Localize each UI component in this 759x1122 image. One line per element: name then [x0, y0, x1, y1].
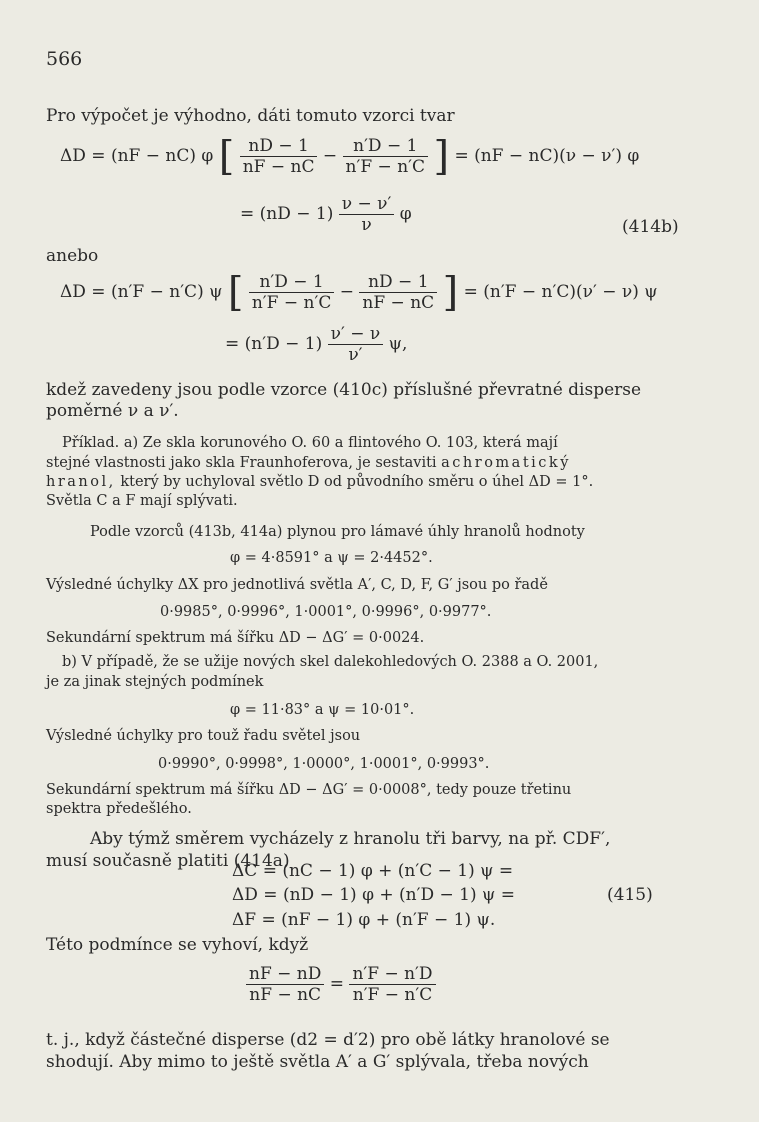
deflections-b: 0·9990°, 0·9998°, 1·0000°, 1·0001°, 0·9993°.: [158, 756, 490, 772]
eq4-lhs: = (n′D − 1): [225, 334, 323, 354]
cond-frac2-numerator: n′F − n′D: [352, 964, 433, 984]
example-spaced-word: achromatický: [441, 455, 571, 471]
case-b-line-1: b) V případě, že se užije nových skel dalekohledových O. 2388 a O. 2001,: [62, 654, 599, 670]
left-bracket: [: [218, 133, 235, 180]
condition-fraction-1: [246, 964, 324, 1005]
paragraph-3-line-2: musí současně platiti (414a): [46, 851, 290, 871]
condition-intro: Této podmínce se vyhoví, když: [46, 935, 309, 955]
equation-3: [60, 269, 658, 316]
eq2-fraction: [339, 194, 395, 235]
example-line-4: Světla C a F mají splývati.: [46, 493, 238, 509]
eq1-lhs: ΔD = (nF − nC) φ: [60, 146, 214, 166]
example-spaced-word-2: hranol,: [46, 474, 116, 490]
condition-fraction-2: [349, 964, 435, 1005]
eq1-rhs: = (nF − nC)(ν − ν′) φ: [454, 146, 640, 166]
system-line-2: ΔD = (nD − 1) φ + (n′D − 1) ψ =: [232, 885, 515, 905]
equation-number-414b: (414b): [622, 217, 679, 237]
eq3-frac2-denominator: nF − nC: [359, 292, 437, 313]
cond-frac1-numerator: nF − nD: [249, 964, 322, 984]
condition-equation: [246, 964, 436, 1005]
equation-1: [60, 133, 640, 180]
case-b-line-2: je za jinak stejných podmínek: [46, 674, 264, 690]
cond-frac2-denominator: n′F − n′C: [349, 984, 435, 1005]
secondary-spectrum-b-line-2: spektra předešlého.: [46, 801, 192, 817]
equation-number-415: (415): [607, 885, 653, 905]
intro-text: Pro výpočet je výhodno, dáti tomuto vzorci tvar: [46, 106, 455, 126]
equation-4: [225, 324, 407, 365]
equation-2: [240, 194, 412, 235]
eq3-fraction-1: [249, 272, 334, 313]
angles-intro: Podle vzorců (413b, 414a) plynou pro lámavé úhly hranolů hodnoty: [90, 524, 585, 540]
eq2-frac-denominator: ν: [339, 214, 395, 235]
eq4-frac-numerator: ν′ − ν: [330, 324, 381, 344]
anebo-text: anebo: [46, 246, 99, 266]
page-number: 566: [46, 48, 83, 70]
final-line-1: t. j., když částečné disperse (d2 = d′2) pro obě látky hranolové se: [46, 1030, 610, 1050]
example-line-3: [46, 473, 593, 492]
right-bracket: ]: [442, 269, 459, 316]
deflections-intro: Výsledné úchylky ΔX pro jednotlivá světla A′, C, D, F, G′ jsou po řadě: [46, 577, 548, 593]
eq1-fraction-1: [240, 136, 318, 177]
minus-sign: −: [322, 146, 338, 166]
paragraph-1-line-1: kdež zavedeny jsou podle vzorce (410c) příslušné převratné disperse: [46, 380, 642, 400]
eq4-fraction: [328, 324, 384, 365]
eq2-tail: φ: [399, 204, 412, 224]
eq3-frac1-numerator: n′D − 1: [259, 272, 324, 292]
eq1-frac1-numerator: nD − 1: [248, 136, 309, 156]
eq4-frac-denominator: ν′: [328, 344, 384, 365]
example-line-2-text: stejné vlastnosti jako skla Fraunhoferova, je sestaviti: [46, 455, 437, 471]
equals-sign: =: [329, 974, 345, 994]
eq4-tail: ψ,: [388, 334, 408, 354]
eq1-fraction-2: [343, 136, 428, 177]
secondary-spectrum-b-line-1: Sekundární spektrum má šířku ΔD − ΔG′ = 0·0008°, tedy pouze třetinu: [46, 782, 572, 798]
eq2-frac-numerator: ν − ν′: [341, 194, 392, 214]
eq1-frac1-denominator: nF − nC: [240, 156, 318, 177]
deflections-a: 0·9985°, 0·9996°, 1·0001°, 0·9996°, 0·9977°.: [160, 604, 492, 620]
angles-a: φ = 4·8591° a ψ = 2·4452°.: [230, 550, 433, 566]
eq3-frac1-denominator: n′F − n′C: [249, 292, 334, 313]
eq3-rhs: = (n′F − n′C)(ν′ − ν) ψ: [463, 282, 658, 302]
eq1-frac2-denominator: n′F − n′C: [343, 156, 428, 177]
system-line-1: ΔC = (nC − 1) φ + (n′C − 1) ψ =: [232, 861, 514, 881]
example-line-1: Příklad. a) Ze skla korunového O. 60 a flintového O. 103, která mají: [62, 435, 558, 451]
cond-frac1-denominator: nF − nC: [246, 984, 324, 1005]
final-line-2: shodují. Aby mimo to ještě světla A′ a G′ splývala, třeba nových: [46, 1052, 589, 1072]
angles-b: φ = 11·83° a ψ = 10·01°.: [230, 702, 415, 718]
paragraph-3-line-1: Aby týmž směrem vycházely z hranolu tři barvy, na př. CDF′,: [90, 829, 611, 849]
left-bracket: [: [227, 269, 244, 316]
eq2-lhs: = (nD − 1): [240, 204, 334, 224]
eq3-lhs: ΔD = (n′F − n′C) ψ: [60, 282, 223, 302]
example-line-2: [46, 454, 571, 473]
minus-sign: −: [339, 282, 354, 302]
secondary-spectrum-a: Sekundární spektrum má šířku ΔD − ΔG′ = 0·0024.: [46, 630, 425, 646]
deflections-b-intro: Výsledné úchylky pro touž řadu světel jsou: [46, 728, 361, 744]
eq1-frac2-numerator: n′D − 1: [353, 136, 418, 156]
example-line-3-text: který by uchyloval světlo D od původního směru o úhel ΔD = 1°.: [120, 474, 594, 490]
paragraph-1-line-2: poměrné ν a ν′.: [46, 401, 179, 421]
right-bracket: ]: [433, 133, 450, 180]
system-line-3: ΔF = (nF − 1) φ + (n′F − 1) ψ.: [232, 910, 496, 930]
eq3-fraction-2: [359, 272, 437, 313]
eq3-frac2-numerator: nD − 1: [368, 272, 429, 292]
